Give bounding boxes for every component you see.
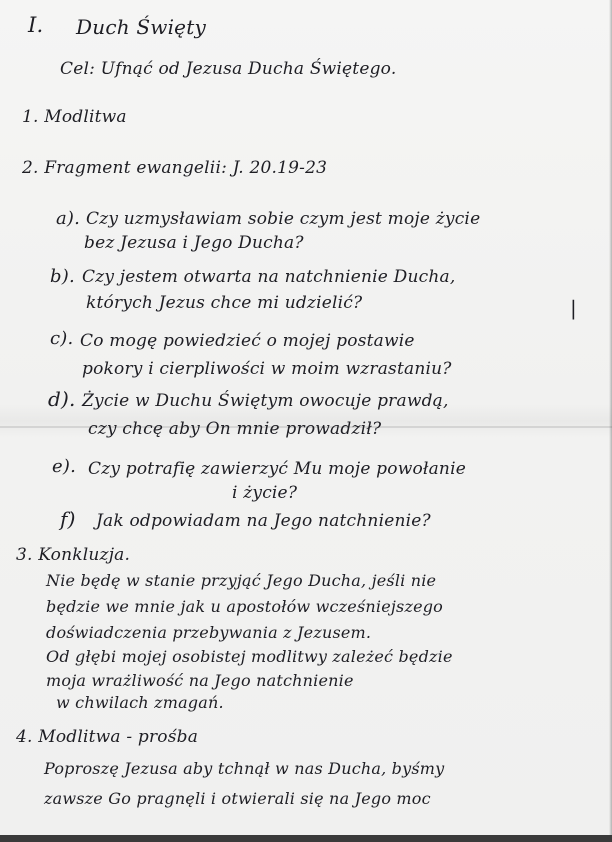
question-d-line-1: Życie w Duchu Świętym owocuje prawdą, xyxy=(82,391,449,411)
stray-pen-mark: | xyxy=(570,296,577,320)
conclusion-line-6: w chwilach zmagań. xyxy=(56,693,224,712)
conclusion-line-1: Nie będę w stanie przyjąć Jego Ducha, jeśli nie xyxy=(46,571,437,590)
question-a-line-2: bez Jezusa i Jego Ducha? xyxy=(84,233,304,253)
question-e-label: e). xyxy=(52,456,76,477)
conclusion-line-4: Od głębi mojej osobistej modlitwy zależeć będzie xyxy=(46,647,453,666)
scan-bottom-edge xyxy=(0,835,612,842)
prayer-line-1: Poproszę Jezusa aby tchnął w nas Ducha, byśmy xyxy=(44,759,445,778)
question-b-line-2: których Jezus chce mi udzielić? xyxy=(86,293,363,313)
question-e-line-2: i życie? xyxy=(232,483,298,503)
question-f-label: f) xyxy=(60,507,76,531)
question-b-line-1: Czy jestem otwarta na natchnienie Ducha, xyxy=(82,267,456,287)
title-number: I. xyxy=(28,13,44,37)
goal-line: Cel: Ufnąć od Jezusa Ducha Świętego. xyxy=(60,59,397,79)
question-f-line-1: Jak odpowiadam na Jego natchnienie? xyxy=(96,511,431,531)
question-d-label: d). xyxy=(48,387,76,411)
question-e-line-1: Czy potrafię zawierzyć Mu moje powołanie xyxy=(88,459,466,479)
question-c-line-2: pokory i cierpliwości w moim wzrastaniu? xyxy=(82,359,452,379)
question-c-label: c). xyxy=(50,328,74,349)
question-a-label: a). xyxy=(56,208,81,229)
conclusion-line-2: będzie we mnie jak u apostołów wcześniejszego xyxy=(46,597,444,616)
section-4-heading: 4. Modlitwa - prośba xyxy=(16,727,199,747)
question-a-line-1: Czy uzmysławiam sobie czym jest moje życie xyxy=(86,209,481,229)
conclusion-line-3: doświadczenia przebywania z Jezusem. xyxy=(46,623,372,642)
question-d-line-2: czy chcę aby On mnie prowadził? xyxy=(88,419,382,439)
prayer-line-2: zawsze Go pragnęli i otwierali się na Jego moc xyxy=(44,789,431,808)
section-1-heading: 1. Modlitwa xyxy=(22,107,127,127)
page-title: Duch Święty xyxy=(76,15,206,39)
question-b-label: b). xyxy=(50,266,75,287)
question-c-line-1: Co mogę powiedzieć o mojej postawie xyxy=(80,331,415,351)
section-2-heading: 2. Fragment ewangelii: J. 20.19-23 xyxy=(22,158,328,178)
section-3-heading: 3. Konkluzja. xyxy=(16,545,131,565)
conclusion-line-5: moja wrażliwość na Jego natchnienie xyxy=(46,671,354,690)
